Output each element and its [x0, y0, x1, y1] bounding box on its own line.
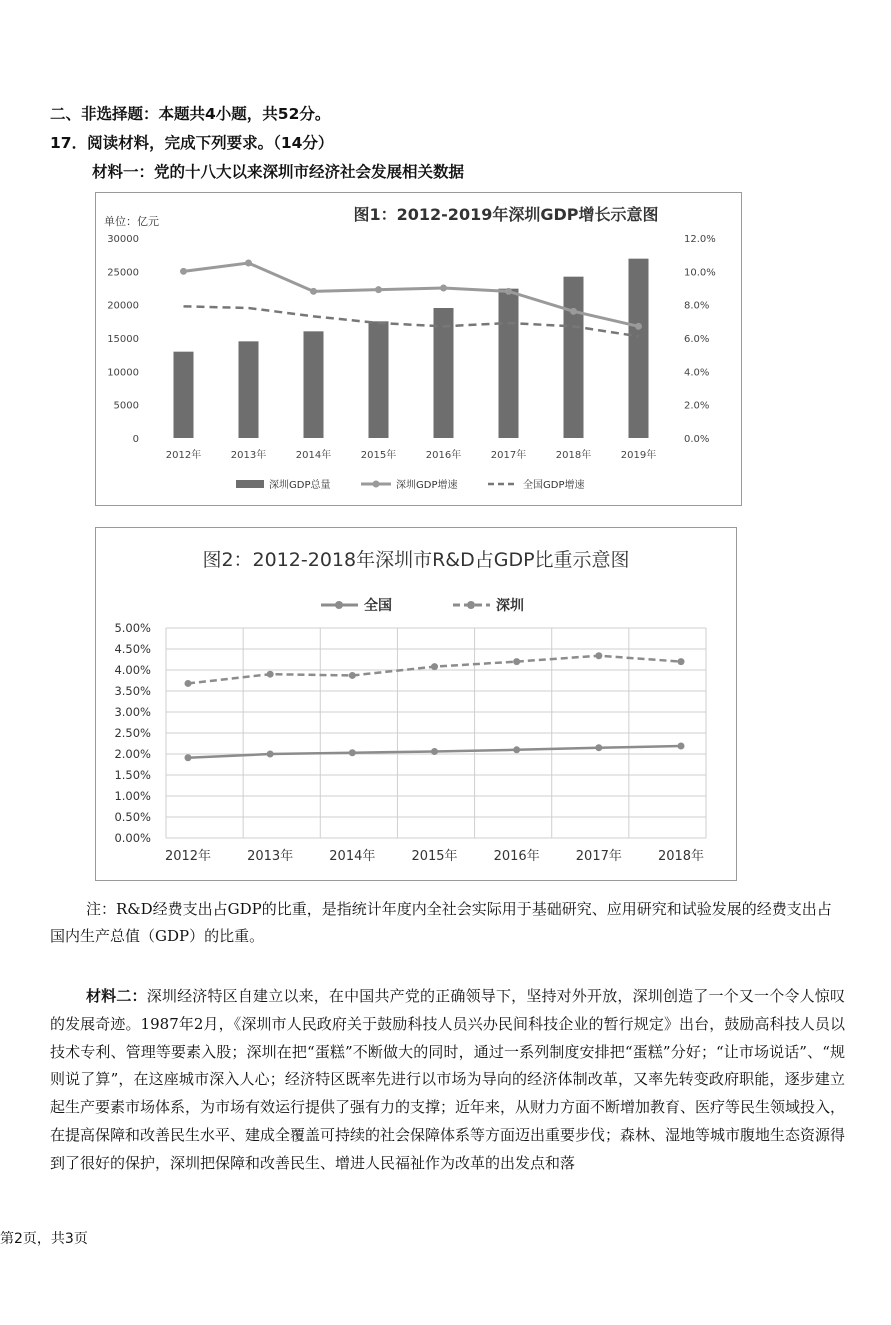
y-tick-label: 5000 [113, 400, 139, 412]
x-tick-label: 2018年 [657, 849, 705, 864]
x-tick-label: 2016年 [493, 849, 540, 864]
shenzhen-growth-point [375, 286, 382, 293]
y2-tick-label: 6.0% [684, 334, 710, 345]
shenzhen-growth-point [310, 288, 317, 295]
y-tick-label: 20000 [107, 300, 139, 312]
shenzhen-growth-point [570, 308, 577, 315]
national-rd-point [431, 748, 438, 755]
gdp-chart [96, 193, 741, 505]
shenzhen-rd-point [513, 658, 520, 665]
shenzhen-rd-point [267, 671, 274, 678]
national-rd-point [185, 754, 192, 761]
material2-paragraph [50, 983, 845, 1178]
legend-label: 深圳GDP总量 [269, 480, 331, 491]
legend-label: 深圳GDP增速 [396, 480, 458, 491]
x-tick-label: 2014年 [295, 450, 332, 461]
gdp-bar [564, 277, 584, 438]
legend-label: 深圳 [496, 598, 524, 614]
y-tick-label: 4.50% [114, 642, 151, 656]
page-footer: 第2页，共3页 [0, 1231, 88, 1247]
gdp-bar [174, 352, 194, 438]
y-tick-label: 5.00% [114, 621, 151, 635]
x-tick-label: 2016年 [425, 450, 462, 461]
y-tick-label: 1.50% [114, 768, 151, 782]
y-tick-label: 1.00% [114, 789, 151, 803]
shenzhen-growth-point [635, 323, 642, 330]
shenzhen-growth-point [440, 285, 447, 292]
rd-chart-frame [95, 527, 737, 881]
y-tick-label: 0.50% [114, 810, 151, 824]
gdp-bar [304, 331, 324, 438]
national-rd-point [678, 743, 685, 750]
shenzhen-rd-point [185, 680, 192, 687]
y2-tick-label: 4.0% [684, 367, 710, 379]
y-tick-label: 2.00% [114, 747, 151, 761]
legend-bar-swatch [236, 480, 264, 488]
x-tick-label: 2014年 [329, 849, 376, 864]
y-tick-label: 25000 [107, 267, 139, 279]
y-tick-label: 3.00% [114, 705, 151, 719]
legend-label: 全国 [364, 598, 392, 614]
shenzhen-rd-point [349, 672, 356, 679]
legend-marker [467, 601, 475, 609]
x-tick-label: 2012年 [164, 849, 212, 864]
legend-label: 全国GDP增速 [523, 480, 585, 491]
x-tick-label: 2012年 [165, 450, 202, 461]
chart1-title: 图1：2012-2019年深圳GDP增长示意图 [353, 205, 659, 224]
chart1-unit-label: 单位：亿元 [104, 215, 159, 228]
shenzhen-growth-point [180, 268, 187, 275]
x-tick-label: 2015年 [411, 849, 458, 864]
national-rd-point [513, 746, 520, 753]
material2-label: 材料二： [86, 987, 147, 1005]
x-tick-label: 2015年 [360, 450, 397, 461]
x-tick-label: 2017年 [490, 450, 527, 461]
x-tick-label: 2013年 [247, 849, 294, 864]
chart-note: 注：R&D经费支出占GDP的比重，是指统计年度内全社会实际用于基础研究、应用研究和试验发展的经费支出占国内生产总值（GDP）的比重。 [50, 900, 832, 945]
gdp-bar [239, 341, 259, 438]
shenzhen-rd-point [431, 663, 438, 670]
national-rd-point [349, 749, 356, 756]
x-tick-label: 2013年 [230, 450, 267, 461]
shenzhen-rd-point [678, 658, 685, 665]
y2-tick-label: 10.0% [684, 267, 716, 279]
question-title: 17．阅读材料，完成下列要求。（14分） [50, 134, 334, 152]
x-tick-label: 2018年 [555, 450, 592, 461]
x-tick-label: 2017年 [575, 849, 622, 864]
gdp-bar [369, 321, 389, 438]
y2-tick-label: 8.0% [684, 300, 710, 312]
gdp-chart-frame [95, 192, 742, 506]
y-tick-label: 15000 [107, 334, 139, 345]
y-tick-label: 0 [132, 434, 139, 445]
legend-marker [373, 481, 380, 488]
y-tick-label: 10000 [107, 367, 139, 379]
x-tick-label: 2019年 [620, 450, 657, 461]
section-heading: 二、非选择题：本题共4小题，共52分。 [50, 105, 331, 123]
rd-chart [96, 528, 736, 880]
gdp-bar [499, 289, 519, 438]
y2-tick-label: 2.0% [684, 400, 710, 412]
material1-title: 材料一：党的十八大以来深圳市经济社会发展相关数据 [92, 163, 465, 181]
shenzhen-growth-point [505, 288, 512, 295]
shenzhen-rd-point [595, 652, 602, 659]
gdp-bar [629, 259, 649, 438]
y-tick-label: 30000 [107, 234, 139, 245]
legend-marker [335, 601, 343, 609]
y-tick-label: 2.50% [114, 726, 151, 740]
chart2-title: 图2：2012-2018年深圳市R&D占GDP比重示意图 [202, 549, 630, 571]
y-tick-label: 4.00% [114, 663, 151, 677]
national-rd-point [267, 751, 274, 758]
y2-tick-label: 0.0% [684, 434, 710, 445]
material2-text: 深圳经济特区自建立以来，在中国共产党的正确领导下，坚持对外开放，深圳创造了一个又一个令人惊叹的发展奇迹。1987年2月，《深圳市人民政府关于鼓励科技人员兴办民间科技企业的暂行规定》出台，鼓励高科技人员以技术专利、管理等要素入股；深圳在把“蛋糕”不断做大的同时，通过一系列制度安排把“蛋糕”分好；“让市场说话”、“规则说了算”，在这座城市深入人心；经济特区既率先进行以市场为导向的经济体制改革，又率先转变政府职能，逐步建立起生产要素市场体系，为市场有效运行提供了强有力的支撑；近年来，从财力方面不断增加教育、医疗等民生领域投入，在提高保障和改善民生水平、建成全覆盖可持续的社会保障体系等方面迈出重要步伐；森林、湿地等城市腹地生态资源得到了很好的保护，深圳把保障和改善民生、增进人民福祉作为改革的出发点和落 [50, 987, 846, 1172]
y-tick-label: 3.50% [114, 684, 151, 698]
y-tick-label: 0.00% [114, 831, 151, 845]
shenzhen-growth-point [245, 260, 252, 267]
national-rd-point [595, 744, 602, 751]
y2-tick-label: 12.0% [684, 234, 716, 245]
